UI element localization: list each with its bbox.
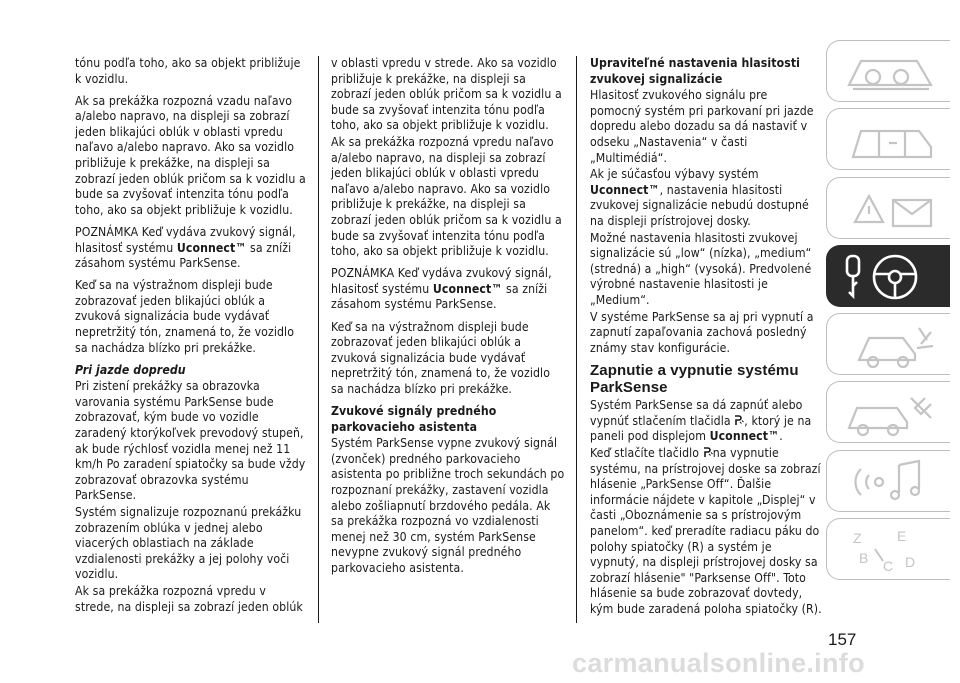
svg-text:C: C	[883, 558, 894, 575]
column-divider	[318, 56, 319, 623]
section-heading: Upraviteľné nastavenia hlasitosti zvukovej signalizácie	[590, 56, 801, 86]
car-crash-icon	[839, 318, 943, 372]
brand-name: Uconnect™	[590, 182, 660, 197]
brand-name: Uconnect™	[176, 240, 247, 255]
parksense-button-icon	[734, 414, 744, 426]
text-column-2	[331, 56, 565, 583]
paragraph: Systém ParkSense vypne zvukový signál (zvonček) predného parkovacieho asistenta po približne troch sekundách po rozpoznaní prekážky, zastavení vozidla alebo zošliapnutí brzdového pedála. Ak sa prekážka rozpozná vo vzdialenosti menej než 30 cm, systém ParkSense nevypne zvukový signál predného parkovacieho asistenta.	[331, 436, 565, 575]
svg-text:D: D	[905, 554, 916, 571]
brand-name: Uconnect™	[432, 281, 503, 296]
multimedia-icon	[839, 455, 943, 509]
svg-text:Z: Z	[853, 530, 862, 547]
chapter-tab-multimedia[interactable]	[826, 450, 950, 512]
car-door-icon	[839, 113, 943, 167]
paragraph: tónu podľa toho, ako sa objekt približuje k vozidlu.	[75, 56, 301, 86]
section-heading-large: Zapnutie a vypnutie systému ParkSense	[590, 362, 799, 397]
car-service-icon	[839, 386, 943, 440]
section-heading: Pri jazde dopredu	[75, 362, 186, 377]
paragraph: Ak sa prekážka rozpozná vpredu naľavo a/alebo napravo, na displeji sa zobrazí jeden blikajúci oblúk v oblasti vpredu naľavo a/alebo napravo. Ako sa vozidlo približuje k prekážke, na displeji sa zobrazí jeden oblúk pričom sa k vozidlu a bude sa zvyšovať intenzita tónu podľa toho, ako sa objekt približuje k vozidlu.	[331, 134, 562, 259]
paragraph: Ak sa prekážka rozpozná vpredu v strede, na displeji sa zobrazí jeden oblúk	[75, 584, 303, 614]
paragraph: Hlasitosť zvukového signálu pre pomocný systém pri parkovaní pri jazde dopredu alebo dozadu sa dá nastaviť v odseku „Nastavenia“ v časti „Multimédiá“.	[590, 88, 814, 165]
chapter-tab-index[interactable]	[826, 518, 950, 580]
paragraph: V systéme ParkSense sa aj pri vypnutí a zapnutí zapaľovania zachová posledný známy stav konfigurácie.	[590, 309, 814, 355]
svg-text:E: E	[897, 528, 907, 545]
chapter-tabs	[826, 40, 960, 586]
paragraph: v oblasti vpredu v strede. Ako sa vozidlo približuje k prekážke, na displeji sa zobrazí jeden oblúk pričom sa k vozidlu a bude sa zvyšovať intenzita tónu podľa toho, ako sa objekt približuje k vozidlu.	[331, 56, 562, 133]
text-column-1	[75, 56, 307, 616]
chapter-tab-emergency[interactable]	[826, 313, 950, 375]
paragraph: Možné nastavenia hlasitosti zvukovej signalizácie sú „low“ (nízka), „medium“ (stredná) a „high“ (vysoká). Predvolené výrobné nastavenie hlasitosti je „Medium“.	[590, 230, 812, 307]
page-number: 157	[828, 630, 857, 649]
index-letters-icon	[839, 523, 943, 577]
chapter-tab-dashboard[interactable]	[826, 40, 950, 102]
key-steering-wheel-icon	[839, 250, 943, 304]
paragraph: Keď sa na výstražnom displeji bude zobrazovať jeden blikajúci oblúk a zvuková signalizácia bude vydávať nepretržitý tón, znamená to, že vozidlo sa nachádza blízko pri prekážke.	[331, 319, 550, 396]
watermark-text: carmanualsonline.info	[572, 648, 865, 678]
paragraph: Ak je súčasťou výbavy systém Uconnect™, nastavenia hlasitosti zvukovej signalizácie nebudú dostupné na displeji prístrojovej dosky.	[590, 167, 809, 228]
svg-text:B: B	[859, 550, 869, 567]
chapter-tab-door[interactable]	[826, 108, 950, 170]
paragraph: Systém signalizuje rozpoznanú prekážku zobrazením oblúka v jednej alebo viacerých oblastiach na základe vzdialenosti prekážky a jej polohy voči vozidlu.	[75, 505, 302, 582]
note-paragraph: POZNÁMKA Keď vydáva zvukový signál, hlasitosť systému Uconnect™ sa zníži zásahom systému ParkSense.	[75, 224, 296, 271]
chapter-tab-warnings[interactable]	[826, 177, 950, 239]
chapter-tab-service[interactable]	[826, 381, 950, 443]
section-heading: Zvukové signály predného parkovacieho asistenta	[331, 403, 497, 434]
parksense-button-icon	[703, 446, 713, 458]
text-column-3	[590, 56, 822, 619]
car-dashboard-icon	[839, 45, 943, 99]
paragraph: Pri zistení prekážky sa obrazovka varovania systému ParkSense bude zobrazovať, kým bude vo vozidle zaradený ktorýkoľvek prevodový stupeň, ak bude rýchlosť vozidla menej než 11 km/h Po zaradení spiatočky sa bude vždy zobrazovať obrazovka systému ParkSense.	[75, 379, 306, 503]
paragraph: Systém ParkSense sa dá zapnúť alebo vypnúť stlačením tlačidla , ktorý je na paneli pod displejom Uconnect™.	[590, 398, 812, 444]
paragraph: Keď sa na výstražnom displeji bude zobrazovať jeden blikajúci oblúk a zvuková signalizácia bude vydávať nepretržitý tón, znamená to, že vozidlo sa nachádza blízko pri prekážke.	[75, 278, 294, 355]
paragraph: Ak sa prekážka rozpozná vzadu naľavo a/alebo napravo, na displeji sa zobrazí jeden blikajúci oblúk v oblasti vpredu naľavo a/alebo napravo. Ako sa vozidlo približuje k prekážke, na displeji sa zobrazí jeden oblúk pričom sa k vozidlu a bude sa zvyšovať intenzita tónu podľa toho, ako sa objekt približuje k vozidlu.	[75, 93, 306, 217]
column-divider	[576, 56, 577, 623]
chapter-tab-driving[interactable]	[826, 245, 950, 307]
brand-name: Uconnect™	[709, 429, 780, 444]
note-paragraph: POZNÁMKA Keď vydáva zvukový signál, hlasitosť systému Uconnect™ sa zníži zásahom systému ParkSense.	[331, 266, 552, 312]
paragraph: Keď stlačíte tlačidlo na vypnutie systému, na prístrojovej doske sa zobrazí hlásenie „ParkSense Off“. Ďalšie informácie nájdete v kapitole „Displej“ v časti „Oboznámenie sa s prístrojovým panelom“. keď preradíte radiacu páku do polohy spiatočky (R) a systém je vypnutý, na displeji prístrojovej dosky sa zobrazí hlásenie" "Parksense Off". Toto hlásenie sa bude zobrazovať dovtedy, kým bude zaradená poloha spiatočky (R).	[590, 446, 822, 616]
warning-envelope-icon	[839, 182, 943, 236]
